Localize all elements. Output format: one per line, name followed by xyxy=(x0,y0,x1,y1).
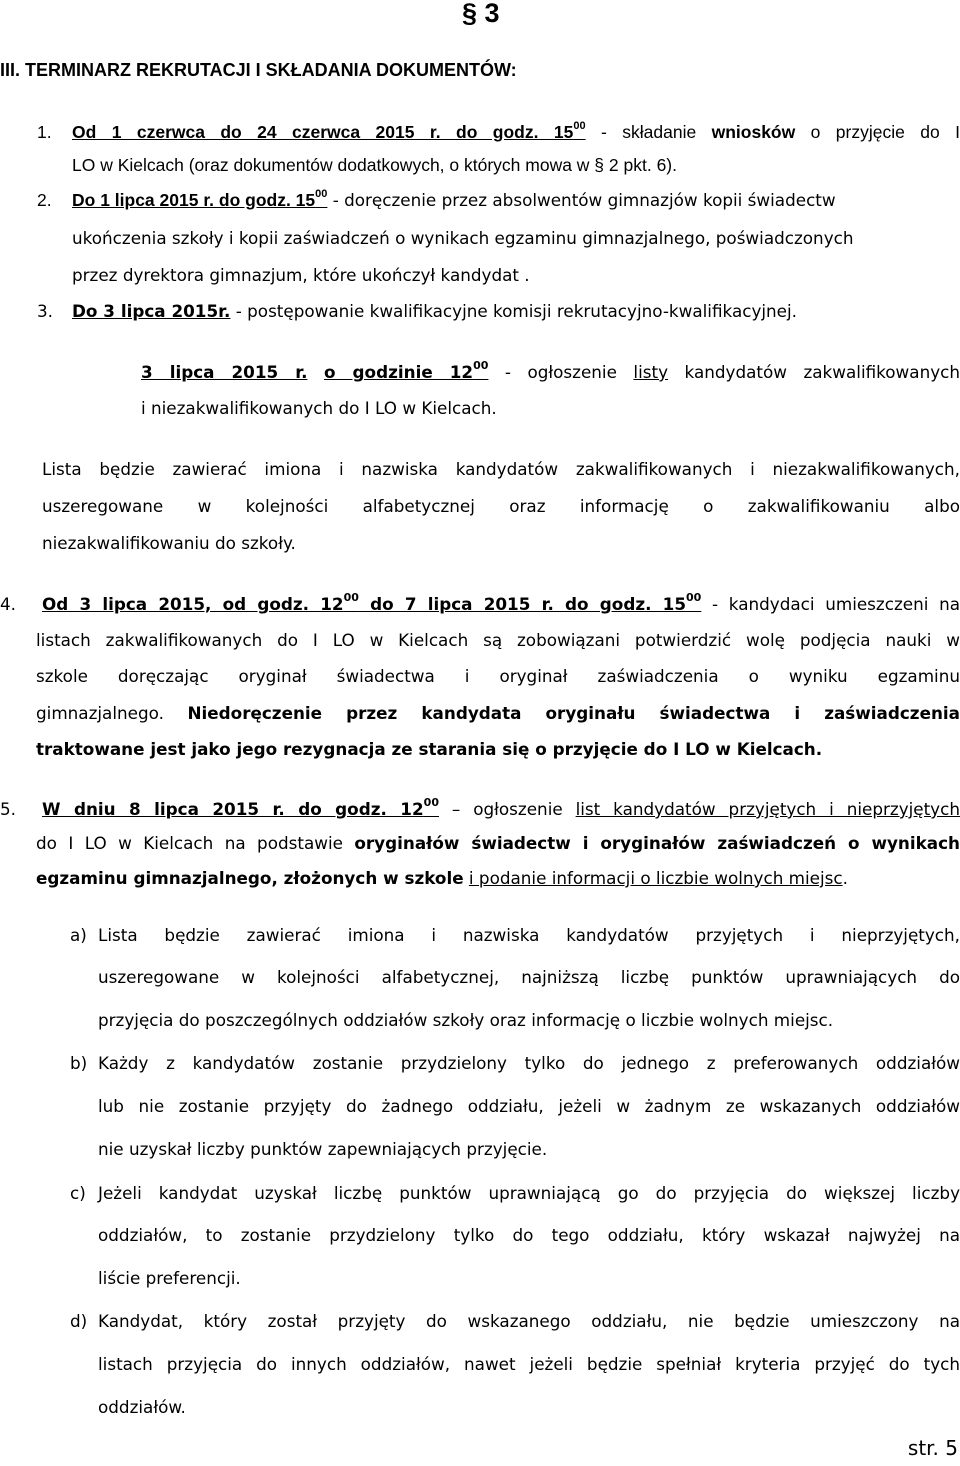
list-paragraph-line-2: uszeregowane w kolejności alfabetycznej oraz informację o zakwalifikowaniu albo xyxy=(42,496,960,516)
subitem-b-line-2: lub nie zostanie przyjęty do żadnego oddziału, jeżeli w żadnym ze wskazanych oddziałów xyxy=(98,1096,960,1116)
item-5-free-places: i podanie informacji o liczbie wolnych miejsc xyxy=(468,868,843,888)
subitem-d-line-2: listach przyjęcia do innych oddziałów, nawet jeżeli będzie spełniał kryteria przyjęć do tych xyxy=(98,1354,960,1374)
item-4-line-5: traktowane jest jako jego rezygnacja ze starania się o przyjęcie do I LO w Kielcach. xyxy=(36,739,823,759)
item-3-line-1: Do 3 lipca 2015r. - postępowanie kwalifikacyjne komisji rekrutacyjno-kwalifikacyjnej. xyxy=(72,301,798,321)
subitem-c-line-1: Jeżeli kandydat uzyskał liczbę punktów uprawniającą go do przyjęcia do większej liczby xyxy=(98,1183,960,1203)
subitem-a-line-2: uszeregowane w kolejności alfabetycznej, najniższą liczbę punktów uprawniających do xyxy=(98,967,960,987)
item-2-date: Do 1 lipca 2015 r. do godz. $15^{00}$ xyxy=(72,188,328,210)
item-1-bold: wniosków xyxy=(711,122,796,142)
subitem-label-d: d) xyxy=(70,1311,88,1331)
item-2-line-1: Do 1 lipca 2015 r. do godz. $15^{00}$ - doręczenie przez absolwentów gimnazjów kopii świadectw xyxy=(72,188,836,210)
item-4-date: Od 3 lipca 2015, od godz. $12^{00}$ do 7 lipca 2015 r. do godz. $15^{00}$ xyxy=(42,591,702,614)
item-5-date: W dniu 8 lipca 2015 r. do godz. $12^{00}$ xyxy=(42,796,439,819)
announcement-date: 3 lipca 2015 r. xyxy=(141,362,308,382)
list-number-1: 1. xyxy=(37,122,52,142)
subitem-a-line-3: przyjęcia do poszczególnych oddziałów szkoły oraz informację o liczbie wolnych miejsc. xyxy=(98,1010,834,1030)
subitem-a-line-1: Lista będzie zawierać imiona i nazwiska kandydatów przyjętych i nieprzyjętych, xyxy=(98,925,960,945)
list-number-3: 3. xyxy=(37,301,54,321)
subitem-label-c: c) xyxy=(70,1183,86,1203)
subitem-b-line-1: Każdy z kandydatów zostanie przydzielony tylko do jednego z preferowanych oddziałów xyxy=(98,1053,960,1073)
page-number: str. 5 xyxy=(907,1436,958,1460)
item-5-line-2: do I LO w Kielcach na podstawie oryginałów świadectw i oryginałów zaświadczeń o wynikach xyxy=(36,833,960,853)
announcement-line-2: i niezakwalifikowanych do I LO w Kielcach. xyxy=(141,398,497,418)
item-5-list-text: list kandydatów przyjętych i nieprzyjętych xyxy=(575,799,960,819)
list-number-5: 5. xyxy=(0,799,17,819)
subitem-d-line-3: oddziałów. xyxy=(98,1397,186,1417)
subitem-label-a: a) xyxy=(70,925,87,945)
announcement-list-word: listy xyxy=(633,362,669,382)
list-number-4: 4. xyxy=(0,594,17,614)
subitem-b-line-3: nie uzyskał liczby punktów zapewniających przyjęcie. xyxy=(98,1139,548,1159)
item-2-line-3: przez dyrektora gimnazjum, które ukończył kandydat . xyxy=(72,265,530,285)
section-mark: § 3 xyxy=(462,0,500,28)
item-1-date: Od 1 czerwca do 24 czerwca 2015 r. do godz. $15^{00}$ xyxy=(72,120,586,142)
subitem-d-line-1: Kandydat, który został przyjęty do wskazanego oddziału, nie będzie umieszczony na xyxy=(98,1311,960,1331)
item-5-line-3: egzaminu gimnazjalnego, złożonych w szkole i podanie informacji o liczbie wolnych miejsc. xyxy=(36,868,848,888)
list-paragraph-line-1: Lista będzie zawierać imiona i nazwiska kandydatów zakwalifikowanych i niezakwalifikowanych, xyxy=(42,459,960,479)
subitem-label-b: b) xyxy=(70,1053,88,1073)
subitem-c-line-2: oddziałów, to zostanie przydzielony tylko do tego oddziału, który wskazał najwyżej na xyxy=(98,1225,960,1245)
item-4-line-1: Od 3 lipca 2015, od godz. $12^{00}$ do 7 lipca 2015 r. do godz. $15^{00}$ - kandydaci umieszczeni na xyxy=(42,591,960,614)
subitem-c-line-3: liście preferencji. xyxy=(98,1268,241,1288)
item-1-line-2: LO w Kielcach (oraz dokumentów dodatkowych, o których mowa w § 2 pkt. 6). xyxy=(72,155,677,175)
item-3-date: Do 3 lipca 2015r. xyxy=(72,301,231,321)
item-4-line-3: szkole doręczając oryginał świadectwa i oryginał zaświadczenia o wyniku egzaminu xyxy=(36,666,960,686)
list-number-2: 2. xyxy=(37,190,52,210)
announcement-time: o godzinie $12^{00}$ xyxy=(324,359,489,382)
item-4-line-4: gimnazjalnego. Niedoręczenie przez kandydata oryginału świadectwa i zaświadczenia xyxy=(36,703,960,723)
list-paragraph-line-3: niezakwalifikowaniu do szkoły. xyxy=(42,533,296,553)
item-4-line-2: listach zakwalifikowanych do I LO w Kielcach są zobowiązani potwierdzić wolę podjęcia nauki w xyxy=(36,630,960,650)
announcement-line-1: 3 lipca 2015 r. o godzinie $12^{00}$ - ogłoszenie listy kandydatów zakwalifikowanych xyxy=(141,359,960,382)
item-2-line-2: ukończenia szkoły i kopii zaświadczeń o wynikach egzaminu gimnazjalnego, poświadczonych xyxy=(72,228,854,248)
item-4-bold-notice: Niedoręczenie przez kandydata oryginału świadectwa i zaświadczenia xyxy=(187,703,960,723)
section-heading: III. TERMINARZ REKRUTACJI I SKŁADANIA DOKUMENTÓW: xyxy=(0,60,517,80)
item-5-line-1: W dniu 8 lipca 2015 r. do godz. $12^{00}$ – ogłoszenie list kandydatów przyjętych i nieprzyjętych xyxy=(42,796,960,819)
item-1-line-1: Od 1 czerwca do 24 czerwca 2015 r. do godz. $15^{00}$ - składanie wniosków o przyjęcie do I xyxy=(72,120,960,142)
